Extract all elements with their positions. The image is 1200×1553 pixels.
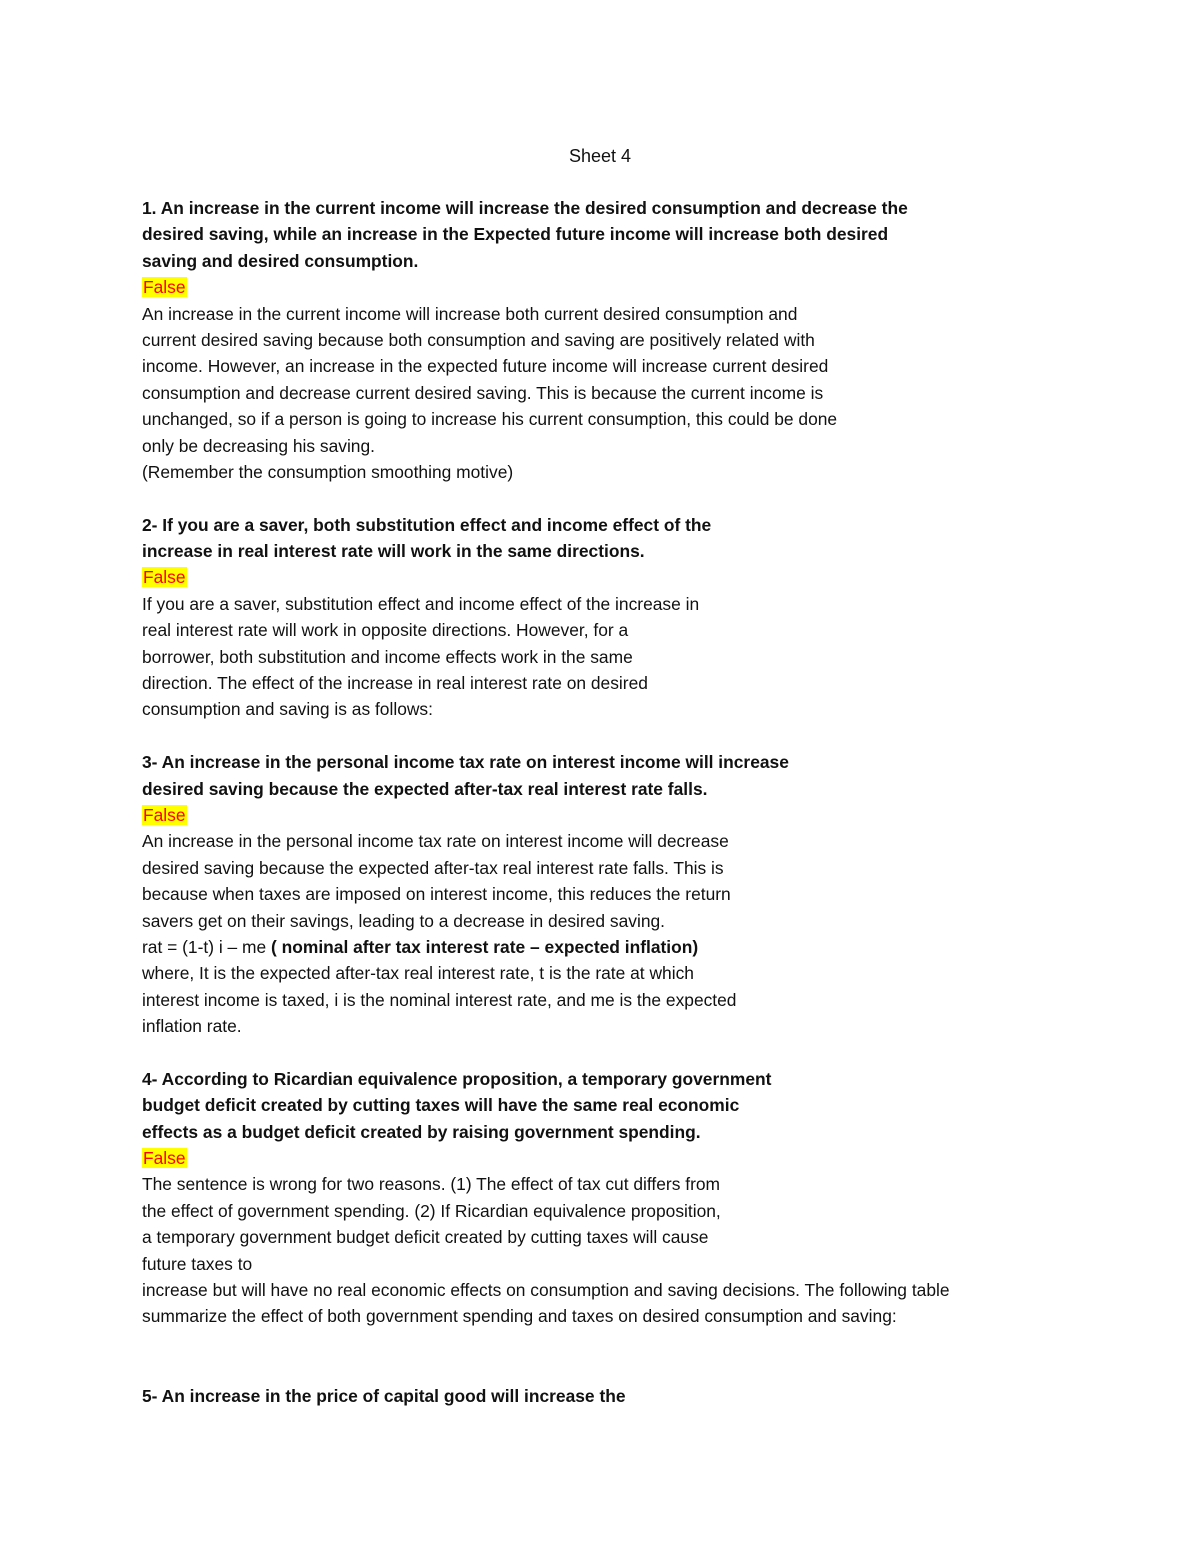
q3-formula	[142, 934, 1182, 960]
q1-expl-1: An increase in the current income will increase both current desired consumption and	[142, 303, 798, 324]
answer-label: False	[143, 277, 186, 298]
spacer	[142, 1040, 1182, 1066]
q3-line-1: 3- An increase in the personal income tax rate on interest income will increase	[142, 752, 789, 773]
q3-answer	[142, 802, 1182, 828]
q1-line-2: desired saving, while an increase in the Expected future income will increase both desired	[142, 224, 889, 245]
q2-line-1: 2- If you are a saver, both substitution effect and income effect of the	[142, 514, 712, 535]
formula-expression: rat = (1-t) i – me	[142, 936, 272, 957]
q3-after-2: interest income is taxed, i is the nominal interest rate, and me is the expected	[142, 989, 737, 1010]
q4-expl-5: increase but will have no real economic effects on consumption and saving decisions. The following table	[142, 1280, 950, 1301]
page-title: Sheet 4	[568, 146, 632, 166]
q1-expl-3: income. However, an increase in the expected future income will increase current desired	[142, 356, 829, 377]
q3-after-1: where, It is the expected after-tax real interest rate, t is the rate at which	[142, 963, 694, 984]
q2-expl-5: consumption and saving is as follows:	[142, 699, 433, 720]
q2-expl-2: real interest rate will work in opposite directions. However, for a	[142, 620, 629, 641]
q1-line-1: 1. An increase in the current income will increase the desired consumption and decrease the	[142, 198, 908, 218]
q2-expl-1: If you are a saver, substitution effect and income effect of the increase in	[142, 593, 700, 614]
q2-line-2: increase in real interest rate will work in the same directions.	[142, 541, 645, 562]
spacer	[142, 1330, 1182, 1383]
q1-expl-6: only be decreasing his saving.	[142, 435, 375, 456]
q1-expl-2: current desired saving because both consumption and saving are positively related with	[142, 329, 815, 350]
spacer	[142, 485, 1182, 511]
q4-expl-2: the effect of government spending. (2) If Ricardian equivalence proposition,	[142, 1200, 721, 1221]
q3-expl-3: because when taxes are imposed on interest income, this reduces the return	[142, 884, 731, 905]
q4-answer	[142, 1145, 1182, 1171]
q3-after-3: inflation rate.	[142, 1016, 242, 1037]
q1-line-3: saving and desired consumption.	[142, 250, 419, 271]
formula-description: ( nominal after tax interest rate – expected inflation)	[271, 936, 699, 957]
answer-label: False	[143, 567, 186, 588]
answer-label: False	[143, 1148, 186, 1169]
q4-expl-6: summarize the effect of both government spending and taxes on desired consumption and saving:	[142, 1306, 897, 1327]
q3-expl-2: desired saving because the expected after-tax real interest rate falls. This is	[142, 857, 724, 878]
q1-expl-7: (Remember the consumption smoothing motive)	[142, 461, 514, 482]
q2-expl-4: direction. The effect of the increase in real interest rate on desired	[142, 673, 648, 694]
q2-expl-3: borrower, both substitution and income effects work in the same	[142, 646, 633, 667]
q4-expl-4: future taxes to	[142, 1253, 253, 1274]
q4-line-1: 4- According to Ricardian equivalence proposition, a temporary government	[142, 1068, 772, 1089]
document-body	[142, 195, 1182, 1409]
q3-expl-4: savers get on their savings, leading to a decrease in desired saving.	[142, 910, 665, 931]
q4-expl-1: The sentence is wrong for two reasons. (1) The effect of tax cut differs from	[142, 1174, 721, 1195]
q5-line-1: 5- An increase in the price of capital good will increase the	[142, 1385, 626, 1406]
q2-answer	[142, 564, 1182, 590]
answer-label: False	[143, 804, 186, 825]
q4-line-2: budget deficit created by cutting taxes will have the same real economic	[142, 1095, 740, 1116]
q1-expl-4: consumption and decrease current desired saving. This is because the current income is	[142, 382, 824, 403]
q3-line-2: desired saving because the expected after-tax real interest rate falls.	[142, 778, 708, 799]
q4-line-3: effects as a budget deficit created by raising government spending.	[142, 1121, 701, 1142]
q1-answer	[142, 274, 1182, 300]
spacer	[142, 723, 1182, 749]
q3-expl-1: An increase in the personal income tax rate on interest income will decrease	[142, 831, 729, 852]
q1-expl-5: unchanged, so if a person is going to increase his current consumption, this could be done	[142, 409, 838, 430]
q4-expl-3: a temporary government budget deficit created by cutting taxes will cause	[142, 1227, 709, 1248]
